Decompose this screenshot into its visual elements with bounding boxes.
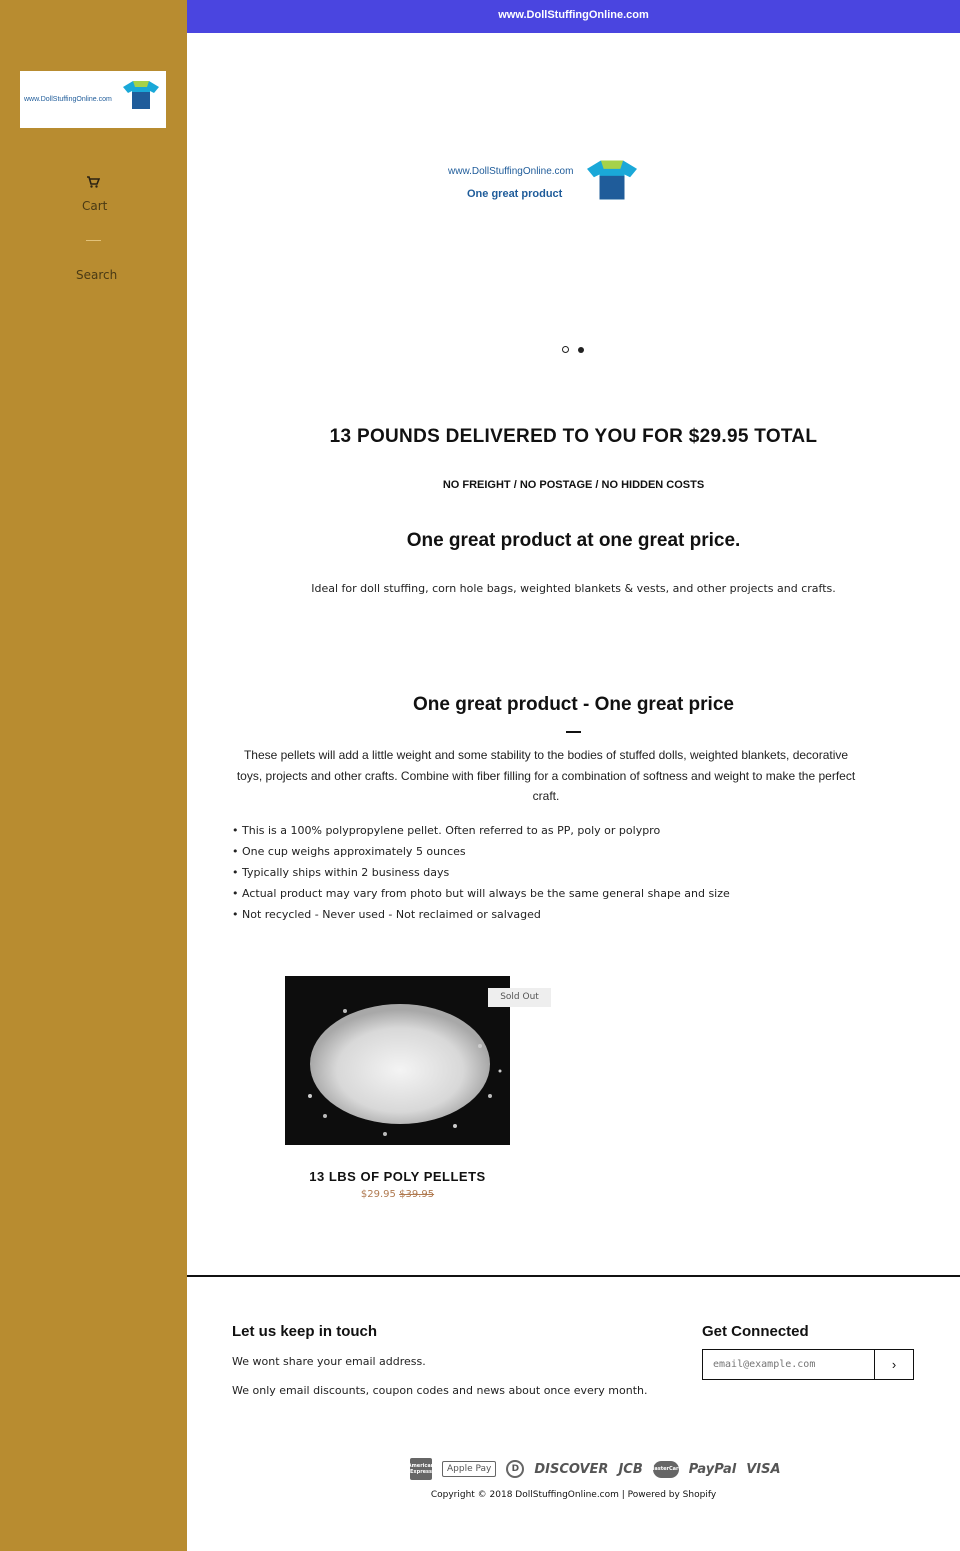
product-price: $29.95 (360, 1189, 396, 1200)
list-item: • This is a 100% polypropylene pellet. Often referred to as PP, poly or polypro (232, 822, 730, 843)
newsletter-form (702, 1349, 914, 1380)
list-item: • Typically ships within 2 business days (232, 864, 730, 885)
footer-connect-title: Get Connected (702, 1323, 809, 1340)
diners-club-icon: D (506, 1460, 524, 1478)
slide-dot-1[interactable] (562, 346, 569, 353)
list-item: • One cup weighs approximately 5 ounces (232, 843, 730, 864)
section-title: One great product - One great price (413, 694, 734, 715)
footer-newsletter-title: Let us keep in touch (232, 1323, 378, 1340)
product-title[interactable]: 13 LBS OF POLY PELLETS (309, 1169, 486, 1184)
promo-headline: 13 POUNDS DELIVERED TO YOU FOR $29.95 TOTAL (329, 426, 818, 447)
footer-frequency-note: We only email discounts, coupon codes and news about once every month. (232, 1384, 648, 1397)
paypal-icon: PayPal (688, 1461, 737, 1477)
logo-text: www.DollStuffingOnline.com (24, 96, 112, 103)
feature-list (232, 822, 730, 927)
hero-url-text: www.DollStuffingOnline.com (448, 166, 574, 177)
jcb-icon: JCB (618, 1461, 643, 1477)
section-body: These pellets will add a little weight and some stability to the bodies of stuffed dolls, weighted blankets, decorative toys, projects and other crafts. Combine with fiber filling for a combination of softness and weight to make the perfect craft. (236, 748, 856, 803)
email-input[interactable] (703, 1350, 874, 1379)
tshirt-logo-icon (123, 81, 159, 109)
chevron-right-icon: › (891, 1357, 897, 1372)
sidebar-search-link[interactable]: Search (76, 268, 118, 282)
sidebar (0, 0, 187, 1551)
sidebar-cart-link[interactable]: Cart (82, 199, 108, 213)
site-logo-link[interactable] (20, 71, 166, 128)
product-price-row (285, 1189, 510, 1200)
apple-pay-icon: Apple Pay (442, 1461, 496, 1477)
mastercard-icon: MasterCard (653, 1461, 679, 1478)
promo-tagline: One great product at one great price. (406, 530, 741, 551)
slide-dot-2[interactable] (578, 347, 584, 353)
pellet-pile-image (285, 976, 510, 1145)
list-item: • Not recycled - Never used - Not reclaimed or salvaged (232, 906, 730, 927)
list-item: • Actual product may vary from photo but will always be the same general shape and size (232, 885, 730, 906)
promo-subline: NO FREIGHT / NO POSTAGE / NO HIDDEN COSTS (442, 479, 705, 491)
footer-divider (187, 1275, 960, 1277)
hero-tagline: One great product (467, 188, 563, 200)
payment-icons (407, 1458, 781, 1480)
amex-icon: American Express (410, 1458, 432, 1480)
tshirt-logo-icon (587, 160, 637, 200)
footer-privacy-note: We wont share your email address. (232, 1355, 426, 1368)
copyright-text: Copyright © 2018 DollStuffingOnline.com | Powered by Shopify (430, 1490, 717, 1500)
sidebar-divider (86, 240, 101, 241)
product-compare-price: $39.95 (399, 1189, 435, 1200)
sold-out-badge: Sold Out (488, 988, 551, 1007)
discover-icon: DISCOVER (534, 1461, 609, 1477)
promo-description: Ideal for doll stuffing, corn hole bags, weighted blankets & vests, and other projects and crafts. (311, 582, 836, 595)
visa-icon: VISA (746, 1461, 781, 1477)
newsletter-submit-button[interactable] (874, 1350, 913, 1379)
cart-icon[interactable] (86, 175, 100, 189)
product-image[interactable] (285, 976, 510, 1145)
announcement-bar[interactable]: www.DollStuffingOnline.com (187, 0, 960, 33)
section-divider (566, 731, 581, 733)
